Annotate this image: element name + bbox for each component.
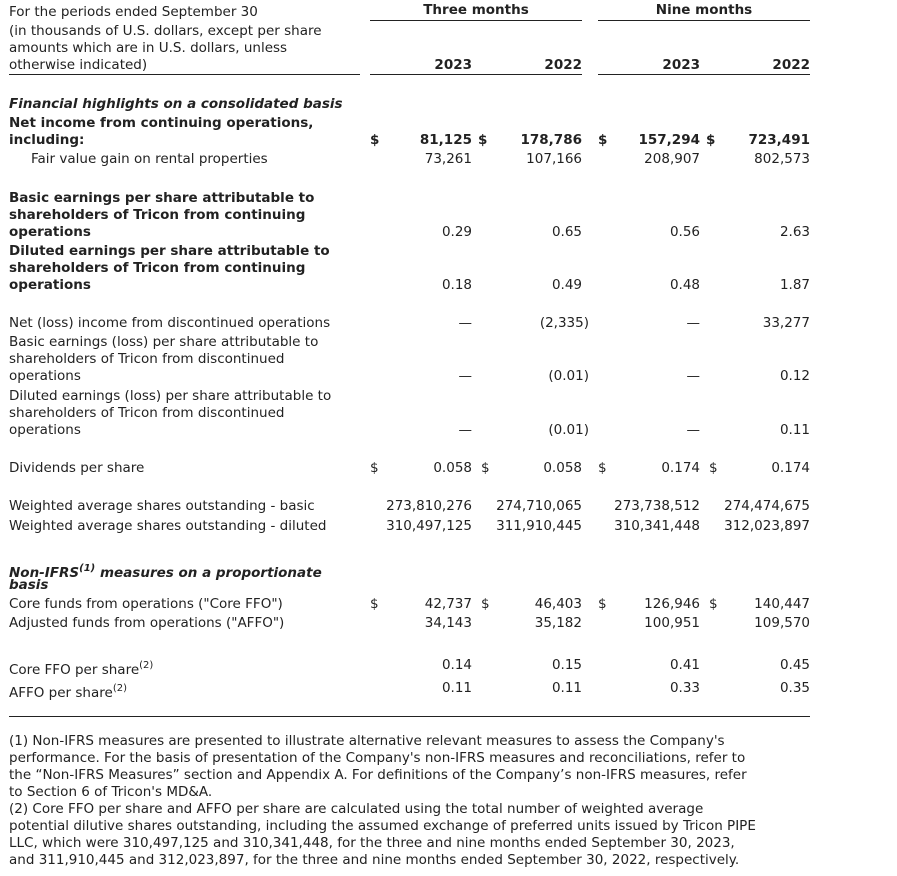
basic-eps-label-1: Basic earnings per share attributable to <box>9 190 315 206</box>
currency-symbol: $ <box>481 460 490 476</box>
fair-value-9m-2023: 208,907 <box>644 151 700 167</box>
affo-ps-text: AFFO per share <box>9 685 113 701</box>
core-ffo-3m-2023: 42,737 <box>424 596 472 612</box>
wa-basic-9m-2023: 273,738,512 <box>614 498 700 514</box>
diluted-eps-3m-2023: 0.18 <box>441 277 472 293</box>
affo-9m-2022: 109,570 <box>754 615 810 631</box>
currency-symbol: $ <box>370 596 379 612</box>
basic-eps-3m-2023: 0.29 <box>441 224 472 240</box>
basic-disc-3m-2022: (0.01) <box>548 368 589 384</box>
fair-value-3m-2023: 73,261 <box>424 151 472 167</box>
diluted-eps-label-1: Diluted earnings per share attributable to <box>9 243 330 259</box>
basic-disc-label-1: Basic earnings (loss) per share attributable to <box>9 334 319 350</box>
basic-eps-9m-2022: 2.63 <box>779 224 810 240</box>
affo-label: Adjusted funds from operations ("AFFO") <box>9 615 285 631</box>
basic-disc-label-2: shareholders of Tricon from discontinued <box>9 351 285 367</box>
core-ffo-9m-2022: 140,447 <box>754 596 810 612</box>
net-disc-3m-2022: (2,335) <box>539 315 589 331</box>
core-ffo-ps-9m-2023: 0.41 <box>669 657 700 673</box>
currency-symbol: $ <box>598 132 608 148</box>
periods-caption-line-3: amounts which are in U.S. dollars, unless <box>9 40 288 56</box>
basic-disc-label-3: operations <box>9 368 81 384</box>
wa-basic-3m-2023: 273,810,276 <box>386 498 472 514</box>
footnote-2 <box>9 801 809 869</box>
year-header-9m-2022: 2022 <box>772 57 810 73</box>
wa-basic-9m-2022: 274,474,675 <box>724 498 810 514</box>
caption-underline <box>9 74 360 75</box>
currency-symbol: $ <box>370 132 380 148</box>
diluted-disc-9m-2023: — <box>686 422 700 438</box>
wa-diluted-label: Weighted average shares outstanding - diluted <box>9 518 327 534</box>
year-header-3m-2023: 2023 <box>434 57 472 73</box>
net-income-3m-2022: 178,786 <box>520 132 582 148</box>
currency-symbol: $ <box>709 460 718 476</box>
core-ffo-label: Core funds from operations ("Core FFO") <box>9 596 283 612</box>
diluted-eps-label-2: shareholders of Tricon from continuing <box>9 260 306 276</box>
footnote-2-line-3: LLC, which were 310,497,125 and 310,341,448, for the three and nine months ended September 30, 2023, <box>9 835 735 851</box>
dividends-9m-2023: 0.174 <box>661 460 700 476</box>
non-ifrs-rest: measures on a proportionate <box>95 565 322 581</box>
core-ffo-3m-2022: 46,403 <box>534 596 582 612</box>
footnote-ref-2: (2) <box>139 660 154 671</box>
diluted-disc-label-3: operations <box>9 422 81 438</box>
footnote-1-line-3: the “Non-IFRS Measures” section and Appendix A. For definitions of the Company’s non-IFRS measures, refer <box>9 767 747 783</box>
footnote-1-line-4: to Section 6 of Tricon's MD&A. <box>9 784 213 800</box>
currency-symbol: $ <box>598 460 607 476</box>
net-disc-3m-2023: — <box>458 315 472 331</box>
core-ffo-9m-2023: 126,946 <box>644 596 700 612</box>
diluted-disc-label-2: shareholders of Tricon from discontinued <box>9 405 285 421</box>
financial-highlights-heading: Financial highlights on a consolidated basis <box>9 96 343 112</box>
affo-3m-2023: 34,143 <box>424 615 472 631</box>
dividends-9m-2022: 0.174 <box>771 460 810 476</box>
affo-ps-label <box>9 680 127 702</box>
wa-diluted-9m-2022: 312,023,897 <box>724 518 810 534</box>
net-disc-9m-2022: 33,277 <box>762 315 810 331</box>
dividends-3m-2023: 0.058 <box>433 460 472 476</box>
year-header-3m-2022: 2022 <box>544 57 582 73</box>
footnote-1-line-2: performance. For the basis of presentation of the Company's non-IFRS measures and reconciliations, refer to <box>9 750 746 766</box>
three-months-rule <box>370 20 582 21</box>
affo-ps-3m-2023: 0.11 <box>441 680 472 696</box>
periods-caption-line-1: For the periods ended September 30 <box>9 4 258 20</box>
basic-disc-9m-2022: 0.12 <box>779 368 810 384</box>
non-ifrs-heading-line-2: basis <box>9 577 49 593</box>
footnote-ref-1: (1) <box>79 563 96 574</box>
footnote-divider <box>9 716 810 717</box>
periods-caption-line-4: otherwise indicated) <box>9 57 148 73</box>
diluted-disc-3m-2022: (0.01) <box>548 422 589 438</box>
core-ffo-ps-label <box>9 657 153 679</box>
net-income-9m-2023: 157,294 <box>638 132 700 148</box>
footnote-1 <box>9 733 809 801</box>
diluted-disc-label-1: Diluted earnings (loss) per share attributable to <box>9 388 332 404</box>
core-ffo-ps-text: Core FFO per share <box>9 662 140 678</box>
wa-basic-label: Weighted average shares outstanding - basic <box>9 498 315 514</box>
footnote-1-line-1: (1) Non-IFRS measures are presented to illustrate alternative relevant measures to assess the Company's <box>9 733 725 749</box>
diluted-eps-9m-2022: 1.87 <box>779 277 810 293</box>
currency-symbol: $ <box>706 132 716 148</box>
currency-symbol: $ <box>709 596 718 612</box>
currency-symbol: $ <box>481 596 490 612</box>
wa-basic-3m-2022: 274,710,065 <box>496 498 582 514</box>
affo-9m-2023: 100,951 <box>644 615 700 631</box>
diluted-eps-label-3: operations <box>9 277 91 293</box>
wa-diluted-3m-2022: 311,910,445 <box>496 518 582 534</box>
non-ifrs-heading <box>9 560 322 582</box>
basic-eps-label-3: operations <box>9 224 91 240</box>
affo-3m-2022: 35,182 <box>534 615 582 631</box>
basic-eps-label-2: shareholders of Tricon from continuing <box>9 207 306 223</box>
basic-disc-3m-2023: — <box>458 368 472 384</box>
net-disc-label: Net (loss) income from discontinued operations <box>9 315 331 331</box>
fair-value-3m-2022: 107,166 <box>526 151 582 167</box>
basic-eps-3m-2022: 0.65 <box>551 224 582 240</box>
diluted-disc-3m-2023: — <box>458 422 472 438</box>
footnote-ref-2: (2) <box>112 683 127 694</box>
net-income-9m-2022: 723,491 <box>748 132 810 148</box>
core-ffo-ps-9m-2022: 0.45 <box>779 657 810 673</box>
core-ffo-ps-3m-2023: 0.14 <box>441 657 472 673</box>
three-months-header: Three months <box>423 2 529 18</box>
currency-symbol: $ <box>478 132 488 148</box>
footnote-2-line-2: potential dilutive shares outstanding, including the assumed exchange of preferred units issued by Tricon PIPE <box>9 818 756 834</box>
affo-ps-3m-2022: 0.11 <box>551 680 582 696</box>
net-income-3m-2023: 81,125 <box>419 132 472 148</box>
non-ifrs-prefix: Non-IFRS <box>9 565 80 581</box>
fair-value-label: Fair value gain on rental properties <box>31 151 268 167</box>
net-income-label-2: including: <box>9 132 85 148</box>
wa-diluted-3m-2023: 310,497,125 <box>386 518 472 534</box>
nine-months-rule <box>598 20 810 21</box>
affo-ps-9m-2023: 0.33 <box>669 680 700 696</box>
footnote-2-line-1: (2) Core FFO per share and AFFO per share are calculated using the total number of weighted average <box>9 801 704 817</box>
dividends-3m-2022: 0.058 <box>543 460 582 476</box>
nine-months-years-rule <box>598 74 810 75</box>
diluted-eps-9m-2023: 0.48 <box>669 277 700 293</box>
fair-value-9m-2022: 802,573 <box>754 151 810 167</box>
basic-disc-9m-2023: — <box>686 368 700 384</box>
affo-ps-9m-2022: 0.35 <box>779 680 810 696</box>
periods-caption-line-2: (in thousands of U.S. dollars, except per share <box>9 23 322 39</box>
diluted-disc-9m-2022: 0.11 <box>779 422 810 438</box>
currency-symbol: $ <box>598 596 607 612</box>
basic-eps-9m-2023: 0.56 <box>669 224 700 240</box>
footnote-2-line-4: and 311,910,445 and 312,023,897, for the three and nine months ended September 30, 2022, respectively. <box>9 852 740 868</box>
wa-diluted-9m-2023: 310,341,448 <box>614 518 700 534</box>
year-header-9m-2023: 2023 <box>662 57 700 73</box>
core-ffo-ps-3m-2022: 0.15 <box>551 657 582 673</box>
diluted-eps-3m-2022: 0.49 <box>551 277 582 293</box>
dividends-label: Dividends per share <box>9 460 145 476</box>
three-months-years-rule <box>370 74 582 75</box>
nine-months-header: Nine months <box>655 2 753 18</box>
net-disc-9m-2023: — <box>686 315 700 331</box>
net-income-label-1: Net income from continuing operations, <box>9 115 314 131</box>
currency-symbol: $ <box>370 460 379 476</box>
